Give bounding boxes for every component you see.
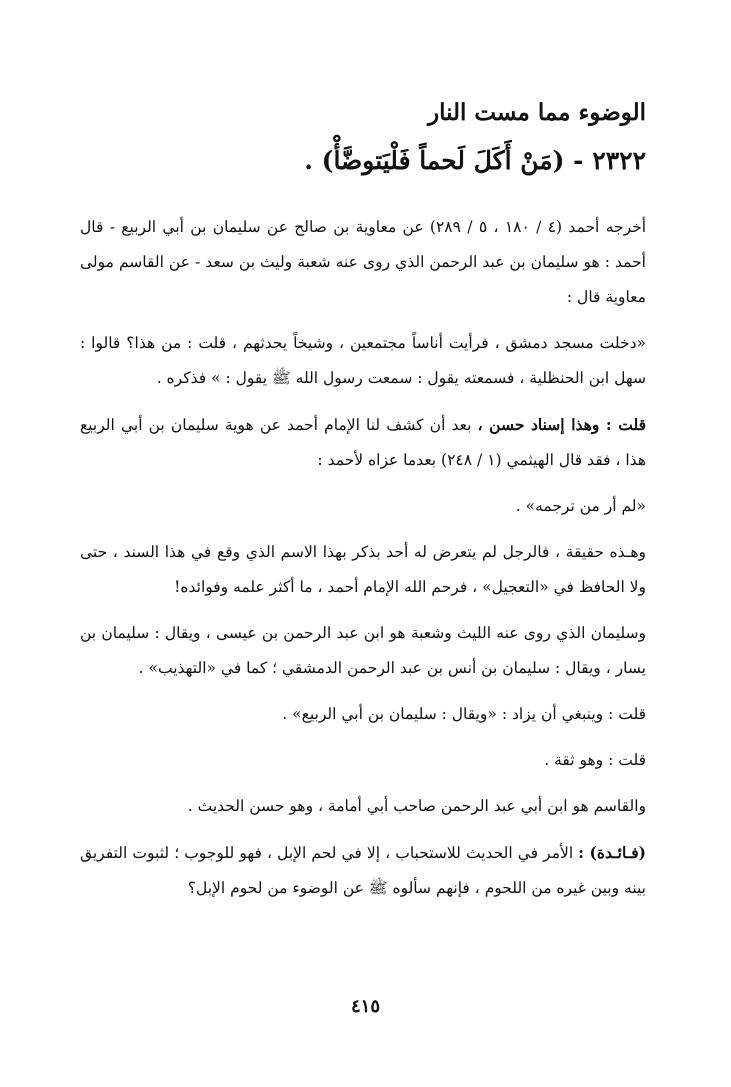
paragraph-text: «لم أر من ترجمه» . xyxy=(515,497,646,515)
hadith-number: ٢٣٢٢ xyxy=(592,146,646,175)
paragraph-text: وسليمان الذي روى عنه الليث وشعبة هو ابن عبد الرحمن بن عيسى ، ويقال : سليمان بن يسار ، ويقال : سليمان بن أنس بن عبد الرحمن الدمشقي ؛ كما في «التهذيب» . xyxy=(80,624,646,677)
paragraph-isnad-ruling xyxy=(80,407,646,478)
paragraph-text: «دخلت مسجد دمشق ، فرأيت أناساً مجتمعين ، وشيخاً يحدثهم ، قلت : من هذا؟ قالوا : سهل ابن الحنظلية ، فسمعته يقول : سمعت رسول الله ﷺ يقول : » فذكره . xyxy=(80,334,646,387)
paragraph-addition xyxy=(80,697,646,732)
page-number: ٤١٥ xyxy=(350,996,380,1017)
hadith-title xyxy=(80,142,646,180)
paragraph-sulayman xyxy=(80,616,646,686)
paragraph-text: والقاسم هو ابن أبي عبد الرحمن صاحب أبي أمامة ، وهو حسن الحديث . xyxy=(187,797,646,815)
hadith-text: - (مَنْ أَكَلَ لَحماً فَلْيَتوضَّأْ) . xyxy=(304,146,584,175)
paragraph-takhrij xyxy=(80,210,646,315)
paragraph-text: قلت : وينبغي أن يزاد : «ويقال : سليمان بن أبي الربيع» . xyxy=(282,705,646,723)
section-heading: الوضوء مما مست النار xyxy=(427,99,646,126)
paragraph-text: وهـذه حقيقة ، فالرجل لم يتعرض له أحد بذكر بهذا الاسم الذي وقع في هذا السند ، حتى ولا الحافظ في «التعجيل» ، فرحم الله الإمام أحمد ، ما أكثر علمه وفوائده! xyxy=(80,543,646,596)
paragraph-text: أخرجه أحمد (٤ / ١٨٠ ، ٥ / ٢٨٩) عن معاوية بن صالح عن سليمان بن أبي الربيع - قال أحمد : هو سليمان بن عبد الرحمن الذي روى عنه شعبة وليث بن سعد - عن القاسم مولى معاوية قال : xyxy=(80,218,647,306)
paragraph-text: بعد أن كشف لنا الإمام أحمد عن هوية سليمان بن أبي الربيع هذا ، فقد قال الهيثمي (١ / ٢٤٨) بعدما عزاه لأحمد : xyxy=(80,416,646,469)
paragraph-hadith-narration xyxy=(80,326,646,396)
paragraph-thiqa xyxy=(80,743,646,778)
paragraph-faida xyxy=(80,835,646,906)
paragraph-text: الأمر في الحديث للاستحباب ، إلا في لحم الإبل ، فهو للوجوب ؛ لثبوت التفريق بينه وبين غيره من اللحوم ، فإنهم سألوه ﷺ عن الوضوء من لحوم الإبل؟ xyxy=(80,844,646,897)
document-page xyxy=(80,96,646,996)
bold-lead: (فـائـدة) : xyxy=(578,843,646,862)
bold-lead: قلت : وهذا إسناد حسن ، xyxy=(477,415,646,434)
paragraph-text: قلت : وهو ثقة . xyxy=(544,751,646,769)
paragraph-qasim xyxy=(80,789,646,824)
paragraph-quote xyxy=(80,489,646,524)
paragraph-comment xyxy=(80,535,646,605)
